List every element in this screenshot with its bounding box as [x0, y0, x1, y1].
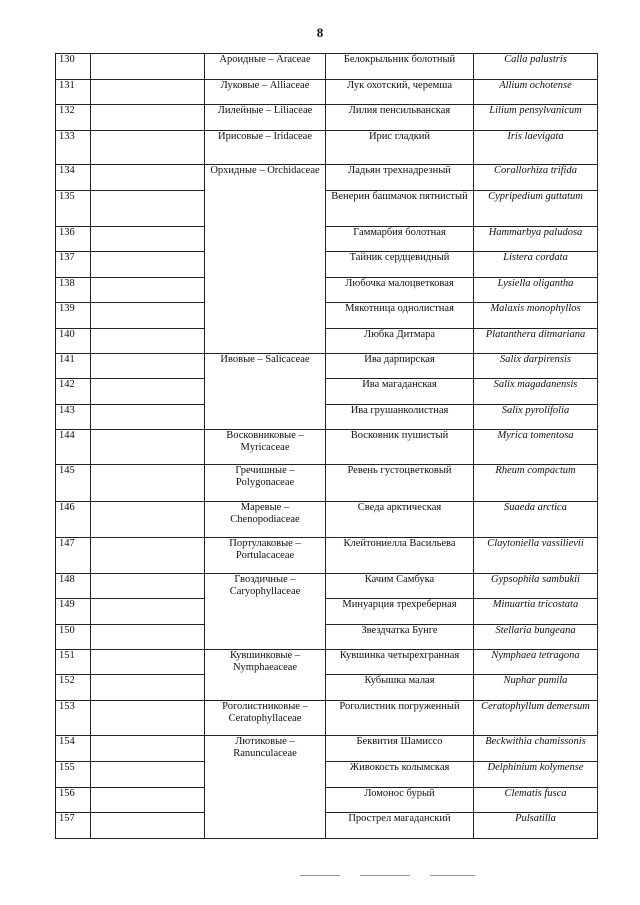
latin-name: Stellaria bungeana — [474, 625, 598, 650]
family-cell: Восковниковые – Myricaceae — [205, 430, 326, 465]
russian-name: Любочка малоцветковая — [326, 278, 474, 303]
latin-name: Pulsatilla — [474, 813, 598, 839]
empty-cell — [91, 278, 205, 303]
family-cell: Ивовые – Salicaceae — [205, 354, 326, 430]
table-row — [56, 278, 598, 303]
row-number: 154 — [56, 736, 91, 762]
row-number: 146 — [56, 502, 91, 538]
family-cell: Орхидные – Orchidaceae — [205, 165, 326, 354]
empty-cell — [91, 105, 205, 131]
empty-cell — [91, 675, 205, 701]
family-cell: Луковые – Alliaceae — [205, 80, 326, 105]
row-number: 143 — [56, 405, 91, 430]
table-row — [56, 105, 598, 131]
family-cell: Лилейные – Liliaceae — [205, 105, 326, 131]
family-cell: Лютиковые – Ranunculaceae — [205, 736, 326, 839]
latin-name: Lilium pensylvanicum — [474, 105, 598, 131]
latin-name: Ceratophyllum demersum — [474, 701, 598, 736]
latin-name: Salix darpirensis — [474, 354, 598, 379]
latin-name: Hammarbya paludosa — [474, 227, 598, 252]
russian-name: Клейтониелла Васильева — [326, 538, 474, 574]
empty-cell — [91, 574, 205, 599]
russian-name: Ива дарпирская — [326, 354, 474, 379]
row-number: 135 — [56, 191, 91, 227]
table-row — [56, 354, 598, 379]
family-cell: Кувшинковые – Nymphaeaceae — [205, 650, 326, 701]
latin-name: Iris laevigata — [474, 131, 598, 165]
latin-name: Cypripedium guttatum — [474, 191, 598, 227]
empty-cell — [91, 788, 205, 813]
empty-cell — [91, 465, 205, 502]
empty-cell — [91, 502, 205, 538]
latin-name: Lysiella oligantha — [474, 278, 598, 303]
row-number: 141 — [56, 354, 91, 379]
empty-cell — [91, 701, 205, 736]
table-row — [56, 675, 598, 701]
row-number: 152 — [56, 675, 91, 701]
family-cell: Ароидные – Araceae — [205, 54, 326, 80]
latin-name: Calla palustris — [474, 54, 598, 80]
empty-cell — [91, 165, 205, 191]
empty-cell — [91, 736, 205, 762]
empty-cell — [91, 354, 205, 379]
russian-name: Роголистник погруженный — [326, 701, 474, 736]
table-row — [56, 788, 598, 813]
latin-name: Listera cordata — [474, 252, 598, 278]
row-number: 153 — [56, 701, 91, 736]
table-row — [56, 701, 598, 736]
russian-name: Венерин башмачок пятнистый — [326, 191, 474, 227]
row-number: 137 — [56, 252, 91, 278]
russian-name: Кувшинка четырехгранная — [326, 650, 474, 675]
table-row — [56, 191, 598, 227]
russian-name: Качим Самбука — [326, 574, 474, 599]
russian-name: Ива грушанколистная — [326, 405, 474, 430]
russian-name: Лук охотский, черемша — [326, 80, 474, 105]
russian-name: Лилия пенсильванская — [326, 105, 474, 131]
russian-name: Живокость колымская — [326, 762, 474, 788]
latin-name: Minuartia tricostata — [474, 599, 598, 625]
empty-cell — [91, 54, 205, 80]
family-cell: Портулаковые – Portulacaceae — [205, 538, 326, 574]
latin-name: Platanthera ditmariana — [474, 329, 598, 354]
empty-cell — [91, 762, 205, 788]
row-number: 140 — [56, 329, 91, 354]
latin-name: Suaeda arctica — [474, 502, 598, 538]
species-table — [55, 53, 598, 839]
table-row — [56, 502, 598, 538]
russian-name: Любка Дитмара — [326, 329, 474, 354]
table-row — [56, 465, 598, 502]
table-row — [56, 303, 598, 329]
empty-cell — [91, 538, 205, 574]
russian-name: Тайник сердцевидный — [326, 252, 474, 278]
row-number: 142 — [56, 379, 91, 405]
row-number: 133 — [56, 131, 91, 165]
empty-cell — [91, 227, 205, 252]
row-number: 145 — [56, 465, 91, 502]
row-number: 139 — [56, 303, 91, 329]
row-number: 134 — [56, 165, 91, 191]
latin-name: Malaxis monophyllos — [474, 303, 598, 329]
latin-name: Allium ochotense — [474, 80, 598, 105]
empty-cell — [91, 625, 205, 650]
russian-name: Прострел магаданский — [326, 813, 474, 839]
latin-name: Salix magadanensis — [474, 379, 598, 405]
row-number: 138 — [56, 278, 91, 303]
empty-cell — [91, 813, 205, 839]
row-number: 150 — [56, 625, 91, 650]
latin-name: Nuphar pumila — [474, 675, 598, 701]
empty-cell — [91, 191, 205, 227]
latin-name: Delphinium kolymense — [474, 762, 598, 788]
russian-name: Ревень густоцветковый — [326, 465, 474, 502]
table-row — [56, 430, 598, 465]
row-number: 144 — [56, 430, 91, 465]
row-number: 131 — [56, 80, 91, 105]
empty-cell — [91, 405, 205, 430]
empty-cell — [91, 379, 205, 405]
latin-name: Corallorhiza trifida — [474, 165, 598, 191]
table-row — [56, 227, 598, 252]
page-number: 8 — [316, 25, 324, 40]
russian-name: Сведа арктическая — [326, 502, 474, 538]
row-number: 148 — [56, 574, 91, 599]
latin-name: Myrica tomentosa — [474, 430, 598, 465]
empty-cell — [91, 599, 205, 625]
scan-artifact-lines — [300, 875, 480, 881]
row-number: 130 — [56, 54, 91, 80]
empty-cell — [91, 80, 205, 105]
russian-name: Восковник пушистый — [326, 430, 474, 465]
russian-name: Беквития Шамиссо — [326, 736, 474, 762]
family-cell: Ирисовые – Iridaceae — [205, 131, 326, 165]
row-number: 132 — [56, 105, 91, 131]
empty-cell — [91, 303, 205, 329]
latin-name: Salix pyrolifolia — [474, 405, 598, 430]
russian-name: Минуарция трехреберная — [326, 599, 474, 625]
empty-cell — [91, 329, 205, 354]
family-cell: Маревые – Chenopodiaceae — [205, 502, 326, 538]
row-number: 147 — [56, 538, 91, 574]
empty-cell — [91, 650, 205, 675]
russian-name: Ломонос бурый — [326, 788, 474, 813]
russian-name: Белокрыльник болотный — [326, 54, 474, 80]
table-row — [56, 165, 598, 191]
table-row — [56, 625, 598, 650]
table-row — [56, 650, 598, 675]
table-row — [56, 54, 598, 80]
family-cell: Гречишные – Polygonaceae — [205, 465, 326, 502]
table-row — [56, 574, 598, 599]
table-row — [56, 762, 598, 788]
russian-name: Ирис гладкий — [326, 131, 474, 165]
latin-name: Nymphaea tetragona — [474, 650, 598, 675]
table-row — [56, 131, 598, 165]
russian-name: Мякотница однолистная — [326, 303, 474, 329]
empty-cell — [91, 252, 205, 278]
row-number: 156 — [56, 788, 91, 813]
table-row — [56, 252, 598, 278]
family-cell: Гвоздичные – Caryophyllaceae — [205, 574, 326, 650]
table-row — [56, 80, 598, 105]
latin-name: Beckwithia chamissonis — [474, 736, 598, 762]
family-cell: Роголистниковые – Ceratophyllaceae — [205, 701, 326, 736]
table-row — [56, 379, 598, 405]
row-number: 136 — [56, 227, 91, 252]
table-row — [56, 736, 598, 762]
row-number: 155 — [56, 762, 91, 788]
table-row — [56, 405, 598, 430]
latin-name: Clematis fusca — [474, 788, 598, 813]
table-row — [56, 538, 598, 574]
row-number: 151 — [56, 650, 91, 675]
russian-name: Ладьян трехнадрезный — [326, 165, 474, 191]
table-row — [56, 813, 598, 839]
russian-name: Звездчатка Бунге — [326, 625, 474, 650]
russian-name: Кубышка малая — [326, 675, 474, 701]
row-number: 149 — [56, 599, 91, 625]
latin-name: Gypsophila sambukii — [474, 574, 598, 599]
russian-name: Ива магаданская — [326, 379, 474, 405]
latin-name: Rheum compactum — [474, 465, 598, 502]
russian-name: Гаммарбия болотная — [326, 227, 474, 252]
empty-cell — [91, 430, 205, 465]
table-row — [56, 599, 598, 625]
empty-cell — [91, 131, 205, 165]
latin-name: Claytoniella vassilievii — [474, 538, 598, 574]
row-number: 157 — [56, 813, 91, 839]
table-row — [56, 329, 598, 354]
